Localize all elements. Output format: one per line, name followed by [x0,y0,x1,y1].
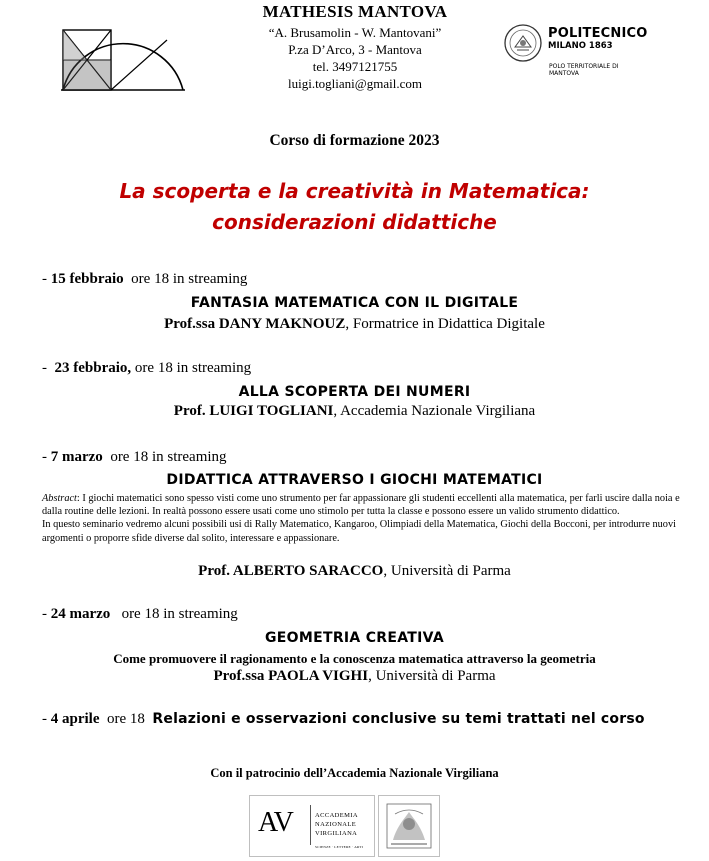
abstract-label: Abstract [42,493,77,504]
session-1-speaker [0,316,709,333]
session-prefix: - [42,449,51,465]
course-title-line2: considerazioni didattiche [212,210,497,234]
academy-name-line1: ACCADEMIA [315,812,358,819]
session-date: 23 febbraio, [54,360,132,376]
abstract-paragraph-2: In questo seminario vedremo alcuni possibili usi di Rally Matematico, Kangaroo, Olimpiadi della Matematica, Giochi della Bocconi, per introdurre nuovi argomenti o proporre sfide diverse dal solito, interessare e appassionare. [42,519,676,544]
logo-divider [310,805,311,845]
session-5-date-line [42,711,645,728]
session-3-date-line [42,449,227,466]
session-4-title: GEOMETRIA CREATIVA [265,630,444,646]
session-date: 7 marzo [50,449,103,465]
speaker-affiliation: , Università di Parma [383,563,511,579]
academy-motto: SCIENZE · LETTERE · ARTI [315,845,363,849]
org-address: P.za D’Arco, 3 - Mantova [288,42,422,57]
session-4-speaker [0,668,709,685]
academy-emblem-icon [378,795,440,857]
accademia-virgiliana-logo [249,795,375,857]
speaker-affiliation: , Università di Parma [368,668,496,684]
session-5-title: Relazioni e osservazioni conclusive su temi trattati nel corso [152,711,645,727]
session-2-speaker [0,403,709,420]
speaker-name: Prof. ALBERTO SARACCO [198,563,384,579]
poli-city: MILANO 1863 [548,41,613,51]
org-name: MATHESIS MANTOVA [262,2,448,21]
session-prefix: - [42,711,51,727]
session-prefix: - [42,360,55,376]
session-prefix: - [42,271,51,287]
session-3-abstract [42,492,682,545]
academy-emblem-drawing [379,796,439,856]
session-time: ore 18 in streaming [102,449,227,465]
session-3-speaker [0,563,709,580]
speaker-affiliation: , Formatrice in Didattica Digitale [345,316,545,332]
academy-name-line3: VIRGILIANA [315,830,358,837]
session-2-title: ALLA SCOPERTA DEI NUMERI [238,384,471,400]
session-time: ore 18 in streaming [131,360,252,376]
session-1-date-line [42,271,247,288]
session-time: ore 18 in streaming [123,271,248,287]
session-date: 15 febbraio [50,271,124,287]
patronage-line: Con il patrocinio dell’Accademia Nazionale Virgiliana [210,766,499,780]
org-email[interactable]: luigi.togliani@gmail.com [287,76,422,91]
academy-mark: AV [258,807,293,838]
speaker-name: Prof.ssa DANY MAKNOUZ [164,316,346,332]
politecnico-seal [503,23,543,63]
course-heading: Corso di formazione 2023 [269,132,440,149]
session-2-date-line [42,360,251,377]
session-prefix: - [42,606,51,622]
session-time: ore 18 in streaming [110,606,238,622]
speaker-affiliation: , Accademia Nazionale Virgiliana [333,403,536,419]
session-1-title: FANTASIA MATEMATICA CON IL DIGITALE [190,295,519,311]
course-title-line1: La scoperta e la creatività in Matematica: [119,179,590,203]
speaker-name: Prof.ssa PAOLA VIGHI [213,668,369,684]
poli-name: POLITECNICO [548,26,648,41]
session-3-title: DIDATTICA ATTRAVERSO I GIOCHI MATEMATICI [166,472,543,488]
session-date: 24 marzo [50,606,111,622]
course-title [0,176,709,238]
speaker-name: Prof. LUIGI TOGLIANI [173,403,334,419]
mathesis-geometric-logo [55,18,190,100]
session-4-date-line [42,606,238,623]
session-4-subtitle: Come promuovere il ragionamento e la conoscenza matematica attraverso la geometria [113,651,596,666]
academy-name-line2: NAZIONALE [315,821,357,828]
abstract-text-1: : I giochi matematici sono spesso visti come uno strumento per far appassionare gli studenti eccellenti alla matematica, per farli uscire dalla noia e dalla routine delle lezioni. In realtà possono essere usati come uno stimolo per tutta la classe e possono essere un valido strumento didattico. [42,493,680,518]
abstract-paragraph-1 [42,492,682,518]
org-phone: tel. 3497121755 [312,59,398,74]
session-time: ore 18 [99,711,153,727]
session-date: 4 aprile [50,711,100,727]
academy-name [315,811,358,838]
poli-subtitle: POLO TERRITORIALE DI MANTOVA [549,63,619,77]
org-people: “A. Brusamolin - W. Mantovani” [268,25,442,40]
